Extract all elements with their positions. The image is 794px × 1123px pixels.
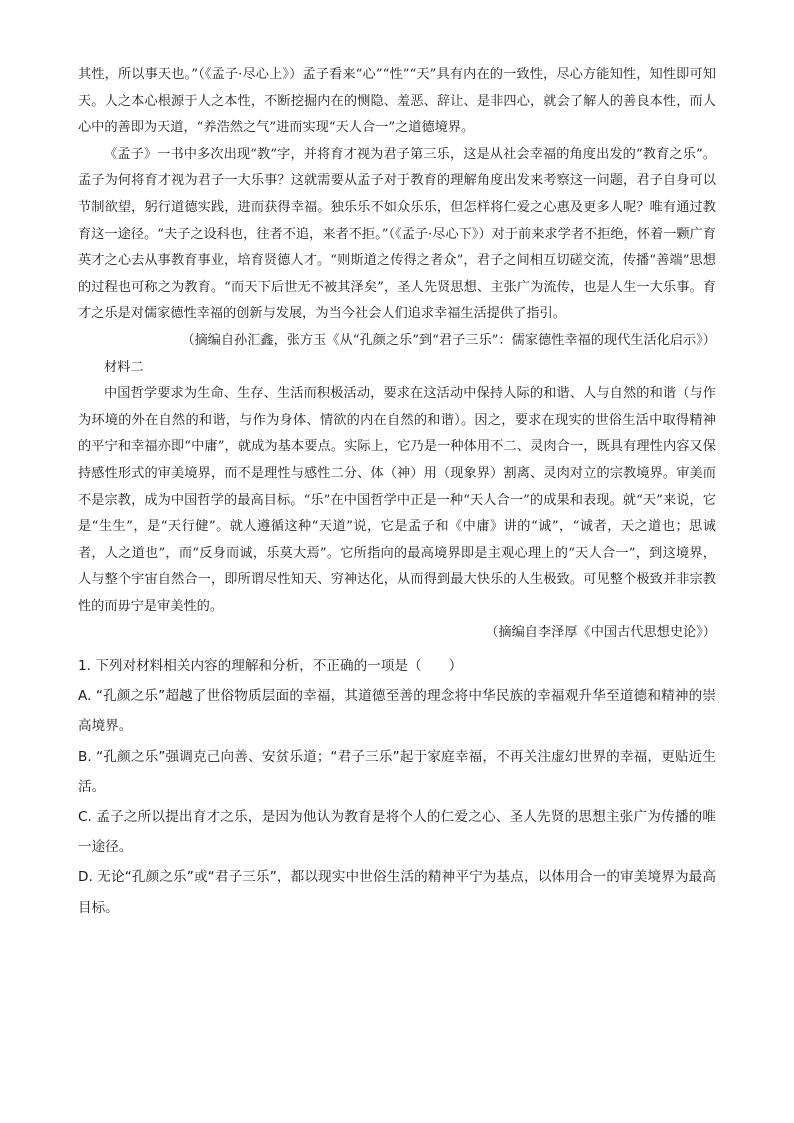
passage-paragraph-3: 中国哲学要求为生命、生存、生活而积极活动，要求在这活动中保持人际的和谐、人与自然的和谐（与作为环境的外在自然的和谐，与作为身体、情欲的内在自然的和谐）。因之，要求在现实的世俗生活中取得精神的平宁和幸福亦即“中庸”，就成为基本要点。实际上，它乃是一种体用不二、灵肉合一，既具有理性内容又保持感性形式的审美境界，而不是理性与感性二分、体（神）用（现象界）割离、灵肉对立的宗教境界。审美而不是宗教，成为中国哲学的最高目标。“乐”在中国哲学中正是一种“天人合一”的成果和表现。就“天”来说，它是“生生”，是“天行健”。就人遵循这种“天道”说，它是孟子和《中庸》讲的“诚”，“诚者，天之道也；思诚者，人之道也”，而“反身而诚，乐莫大焉”。它所指向的最高境界即是主观心理上的“天人合一”，到这境界，人与整个宇宙自然合一，即所谓尽性知天、穷神达化，从而得到最大快乐的人生极致。可见整个极致并非宗教性的而毋宁是审美性的。: [78, 386, 716, 614]
option-b[interactable]: B. “孔颜之乐”强调克己向善、安贫乐道；“君子三乐”起于家庭幸福，不再关注虚幻世界的幸福，更贴近生活。: [78, 748, 716, 795]
question-stem: 1. 下列对材料相关内容的理解和分析，不正确的一项是（ ）: [78, 658, 463, 675]
option-d[interactable]: D. 无论“孔颜之乐”或“君子三乐”，都以现实中世俗生活的精神平宁为基点，以体用合一的审美境界为最高目标。: [78, 869, 716, 916]
source-citation-2: （摘编自李泽厚《中国古代思想史论》）: [485, 625, 716, 641]
passage-paragraph-1: 其性，所以事天也。”（《孟子·尽心上》）孟子看来“心”“性”“天”具有内在的一致性，尽心方能知性，知性即可知天。人之本心根源于人之本性，不断挖掘内在的恻隐、羞恶、辞让、是非四心，就会了解人的善良本性，而人心中的善即为天道，“养浩然之气”进而实现“天人合一”之道德境界。: [78, 67, 716, 136]
question-block: [78, 651, 716, 923]
source-citation-1: （摘编自孙汇鑫，张方玉《从“孔颜之乐”到“君子三乐”：儒家德性幸福的现代生活化启示》）: [181, 332, 716, 348]
option-a[interactable]: A. “孔颜之乐”超越了世俗物质层面的幸福，其道德至善的理念将中华民族的幸福观升华至道德和精神的崇高境界。: [78, 688, 716, 735]
option-c[interactable]: C. 孟子之所以提出育才之乐，是因为他认为教育是将个人的仁爱之心、圣人先贤的思想主张广为传播的唯一途径。: [78, 809, 716, 856]
document-page: [78, 62, 716, 923]
material-two-label: 材料二: [104, 359, 144, 375]
passage-paragraph-2: 《孟子》一书中多次出现“教”字，并将育才视为君子第三乐，这是从社会幸福的角度出发的“教育之乐”。孟子为何将育才视为君子一大乐事？这就需要从孟子对于教育的理解角度出发来考察这一问题，君子自身可以节制欲望，躬行道德实践，进而获得幸福。独乐乐不如众乐乐，但怎样将仁爱之心惠及更多人呢？唯有通过教育这一途径。“夫子之设科也，往者不追，来者不拒。”（《孟子·尽心下》）对于前来求学者不拒绝，怀着一颗广育英才之心去从事教育事业，培育贤德人才。“则斯道之传得之者众”，君子之间相互切磋交流，传播“善端”思想的过程也可称之为教育。“而天下后世无不被其泽矣”，圣人先贤思想、主张广为流传，也是人生一大乐事。育才之乐是对儒家德性幸福的创新与发展，为当今社会人们追求幸福生活提供了指引。: [78, 146, 716, 322]
